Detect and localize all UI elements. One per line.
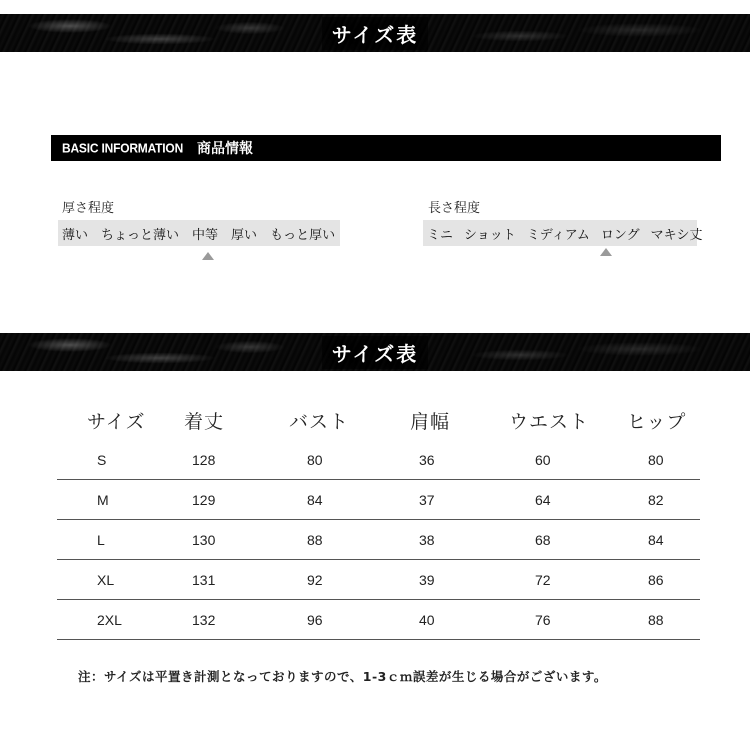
basic-info-label-jp: 商品情報 xyxy=(197,141,254,157)
thickness-label: 厚さ程度 xyxy=(62,201,115,216)
table-cell: 60 xyxy=(535,451,551,468)
table-cell: 88 xyxy=(307,531,323,548)
header-hip: ヒップ xyxy=(627,410,687,433)
table-cell: 131 xyxy=(192,571,216,588)
table-row xyxy=(57,560,700,600)
header-size: サイズ xyxy=(87,410,146,433)
table-header-row xyxy=(57,400,700,440)
size-chart-banner-mid xyxy=(0,333,750,371)
table-row xyxy=(57,600,700,640)
length-option: マキシ丈 xyxy=(650,227,703,243)
thickness-option: 厚い xyxy=(231,227,258,243)
thickness-selected-marker-icon xyxy=(202,252,214,260)
header-length: 着丈 xyxy=(184,410,225,433)
measurement-note: 注：サイズは平置き計測となっておりますので、1-3ｃｍ誤差が生じる場合がございます。 xyxy=(78,669,607,684)
length-scale xyxy=(423,220,703,246)
table-cell: XL xyxy=(97,571,115,588)
table-cell: L xyxy=(97,531,105,548)
table-cell: 76 xyxy=(535,611,551,628)
table-cell: 84 xyxy=(307,491,323,508)
table-cell: 129 xyxy=(192,491,216,508)
header-waist: ウエスト xyxy=(509,410,590,433)
length-option: ミニ xyxy=(427,227,454,243)
table-cell: S xyxy=(97,451,107,468)
length-option: ロング xyxy=(600,227,640,243)
table-cell: 132 xyxy=(192,611,216,628)
basic-info-label-en: BASIC INFORMATION xyxy=(62,140,184,156)
table-cell: 92 xyxy=(307,571,323,588)
table-row xyxy=(57,480,700,520)
thickness-option: ちょっと薄い xyxy=(101,227,180,243)
table-cell: 40 xyxy=(419,611,435,628)
thickness-option: 中等 xyxy=(192,227,219,243)
table-cell: 80 xyxy=(648,451,664,468)
table-cell: 39 xyxy=(419,571,435,588)
header-shoulder: 肩幅 xyxy=(410,410,451,433)
length-selected-marker-icon xyxy=(600,248,612,256)
table-row xyxy=(57,520,700,560)
table-row xyxy=(57,440,700,480)
table-cell: 86 xyxy=(648,571,664,588)
table-cell: 128 xyxy=(192,451,216,468)
table-cell: 68 xyxy=(535,531,551,548)
size-table xyxy=(57,400,700,640)
table-cell: 2XL xyxy=(97,611,122,628)
table-cell: 84 xyxy=(648,531,664,548)
basic-information-bar xyxy=(51,135,721,161)
table-cell: 72 xyxy=(535,571,551,588)
table-cell: M xyxy=(97,491,109,508)
length-option: ミディアム xyxy=(526,227,590,243)
banner-title: サイズ表 xyxy=(322,17,428,50)
table-cell: 64 xyxy=(535,491,551,508)
header-bust: バスト xyxy=(289,410,350,433)
table-cell: 36 xyxy=(419,451,435,468)
size-chart-banner-top xyxy=(0,14,750,52)
thickness-option: 薄い xyxy=(62,227,89,243)
table-cell: 37 xyxy=(419,491,435,508)
length-label: 長さ程度 xyxy=(428,201,481,216)
table-cell: 130 xyxy=(192,531,216,548)
table-cell: 80 xyxy=(307,451,323,468)
table-cell: 88 xyxy=(648,611,664,628)
table-cell: 96 xyxy=(307,611,323,628)
table-cell: 38 xyxy=(419,531,435,548)
thickness-scale xyxy=(58,220,340,246)
banner-title: サイズ表 xyxy=(322,336,428,369)
thickness-option: もっと厚い xyxy=(270,227,336,243)
length-option: ショット xyxy=(464,227,516,243)
table-cell: 82 xyxy=(648,491,664,508)
